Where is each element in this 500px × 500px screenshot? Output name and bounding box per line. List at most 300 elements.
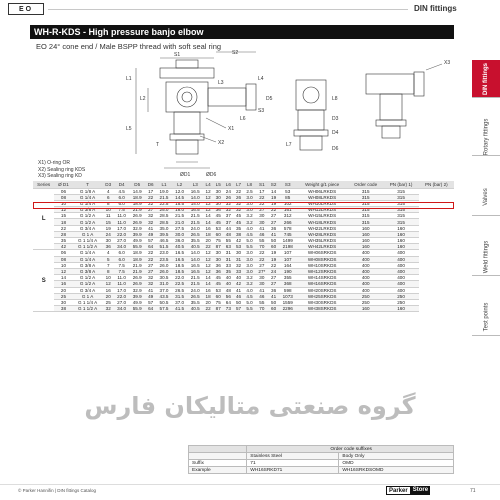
technical-drawing <box>36 50 456 200</box>
table-cell: 11.0 <box>114 281 130 287</box>
table-cell: 3.0 <box>244 262 256 268</box>
table-cell: 70 <box>256 244 269 250</box>
dim-label: L7 <box>286 142 292 148</box>
table-cell: 107 <box>279 256 296 262</box>
table-cell: 27 <box>268 281 279 287</box>
table-cell: 578 <box>279 225 296 231</box>
table-cell: 26.0 <box>156 262 172 268</box>
table-cell: 30 <box>256 275 269 281</box>
table-cell: 40.5 <box>187 244 203 250</box>
table-cell: G 3/8 A <box>73 262 103 268</box>
dim-label: L3 <box>218 80 224 86</box>
table-cell: 400 <box>383 250 418 256</box>
table-cell: 27.5 <box>172 225 188 231</box>
table-cell: 11.0 <box>114 213 130 219</box>
table-cell: 21.5 <box>172 213 188 219</box>
table-cell: 41 <box>268 231 279 237</box>
table-cell: 16.5 <box>187 268 203 274</box>
table-cell: 160 <box>383 306 418 312</box>
table-cell: 22 <box>256 200 269 206</box>
dim-label: D3 <box>332 116 339 122</box>
table-cell: 1559 <box>279 299 296 305</box>
table-cell: 5.0 <box>244 238 256 244</box>
table-cell: 14 <box>268 188 279 194</box>
table-cell: 190 <box>279 268 296 274</box>
table-cell: 4.5 <box>244 231 256 237</box>
table-cell: 5.0 <box>244 299 256 305</box>
table-cell: WH18LRKDS <box>296 219 347 225</box>
table-cell: WH25SRKDS <box>296 293 347 299</box>
table-cell: 18.9 <box>129 256 145 262</box>
table-cell: 70 <box>256 306 269 312</box>
table-cell: G 1 A <box>73 293 103 299</box>
table-cell: 32 <box>145 275 156 281</box>
table-cell: 20 <box>54 287 72 293</box>
table-cell: 30 <box>103 238 114 244</box>
table-cell: 26.9 <box>129 219 145 225</box>
table-cell: 27 <box>145 262 156 268</box>
table-cell: 36.0 <box>172 238 188 244</box>
table-cell: 14.0 <box>187 200 203 206</box>
table-cell: 315 <box>383 194 418 200</box>
table-cell: 39.9 <box>129 293 145 299</box>
column-header: Weight g/1 piece <box>296 181 347 188</box>
table-cell: 22 <box>54 225 72 231</box>
table-cell: 32.9 <box>129 225 145 231</box>
table-cell: 24 <box>103 231 114 237</box>
table-cell: 18.5 <box>172 268 188 274</box>
table-cell: 17.0 <box>114 225 130 231</box>
table-cell: 5.5 <box>244 244 256 250</box>
table-cell: 41 <box>256 225 269 231</box>
tab-valves[interactable] <box>472 178 500 216</box>
table-cell: 40.5 <box>172 244 188 250</box>
table-cell: 08 <box>54 256 72 262</box>
table-cell: 06 <box>54 250 72 256</box>
table-cell: 32 <box>145 219 156 225</box>
table-cell: 18.9 <box>129 200 145 206</box>
table-cell: 745 <box>279 231 296 237</box>
table-cell: 16.5 <box>172 256 188 262</box>
table-cell: 315 <box>383 200 418 206</box>
table-cell: 5.5 <box>244 306 256 312</box>
table-cell: 48 <box>223 231 233 237</box>
table-cell: 30 <box>256 213 269 219</box>
table-cell: 17 <box>256 188 269 194</box>
table-cell: 4 <box>103 188 114 194</box>
table-cell: 3.0 <box>244 207 256 213</box>
table-cell: 14 <box>203 219 213 225</box>
table-cell: 75 <box>213 299 223 305</box>
table-cell: 10 <box>54 262 72 268</box>
table-cell: 60 <box>268 306 279 312</box>
table-cell: 28 <box>54 231 72 237</box>
table-cell: G 1 1/2 A <box>73 244 103 250</box>
table-cell: 5 <box>103 256 114 262</box>
table-cell: 37 <box>223 219 233 225</box>
column-header: L6 <box>223 181 233 188</box>
table-cell: 22.0 <box>114 231 130 237</box>
table-cell: 12.0 <box>172 188 188 194</box>
table-cell: 32 <box>103 306 114 312</box>
dim-label: L8 <box>332 96 338 102</box>
column-header: L2 <box>172 181 188 188</box>
table-cell: 22 <box>203 306 213 312</box>
table-cell: 22 <box>145 250 156 256</box>
table-cell: 26.5 <box>172 287 188 293</box>
table-cell: 41 <box>233 287 243 293</box>
table-cell: 160 <box>383 231 418 237</box>
tab-label: Valves <box>482 187 489 206</box>
table-cell: 85 <box>279 194 296 200</box>
series-label: S <box>33 250 54 312</box>
table-cell: 26.0 <box>156 268 172 274</box>
table-cell: 53 <box>213 287 223 293</box>
table-cell: 20 <box>203 299 213 305</box>
table-cell: WH16SRKDS <box>296 281 347 287</box>
table-cell: 41 <box>145 287 156 293</box>
table-cell: G 3/8 A <box>73 268 103 274</box>
table-cell: G 1/4 A <box>73 256 103 262</box>
table-cell: 107 <box>279 250 296 256</box>
table-cell: 160 <box>348 231 384 237</box>
table-cell: 400 <box>383 262 418 268</box>
table-cell: 160 <box>348 306 384 312</box>
table-cell: G 1 1/2 A <box>73 306 103 312</box>
table-cell: 37.0 <box>172 299 188 305</box>
table-cell: 7.5 <box>114 268 130 274</box>
table-cell: 30 <box>256 219 269 225</box>
table-cell: 55.9 <box>129 244 145 250</box>
table-cell: 22 <box>145 200 156 206</box>
page-subtitle: EO 24° cone end / Male BSPP thread with soft seal ring <box>36 42 222 51</box>
table-cell: 60 <box>213 231 223 237</box>
table-cell: 25 <box>54 293 72 299</box>
table-cell: 55 <box>223 238 233 244</box>
table-cell: 19.0 <box>156 188 172 194</box>
table-cell: 160 <box>348 238 384 244</box>
table-cell: 40 <box>233 275 243 281</box>
table-cell: 26.9 <box>129 281 145 287</box>
table-cell: 400 <box>348 262 384 268</box>
table-cell: WH12LRKDS <box>296 207 347 213</box>
table-cell: WH08SRKDS <box>296 256 347 262</box>
table-cell: 16.5 <box>172 250 188 256</box>
table-cell: 12 <box>54 268 72 274</box>
table-cell: 19 <box>268 194 279 200</box>
tab-weld-fittings[interactable] <box>472 238 500 276</box>
table-cell: 3.2 <box>244 213 256 219</box>
dim-label: X2 <box>218 140 225 146</box>
table-cell: WH06SRKDS <box>296 250 347 256</box>
table-cell: 3.2 <box>244 281 256 287</box>
table-cell: 3.2 <box>244 275 256 281</box>
section-title: DIN fittings <box>414 4 457 13</box>
table-cell: 36 <box>268 225 279 231</box>
dim-label: L5 <box>126 126 132 132</box>
table-cell: 60 <box>213 293 223 299</box>
table-cell: 40.5 <box>187 306 203 312</box>
table-cell: 18.9 <box>129 194 145 200</box>
footer-text: © Parker Hannifin | DIN fittings Catalog <box>18 488 97 493</box>
table-cell: 12 <box>203 188 213 194</box>
table-cell: 49.9 <box>129 299 145 305</box>
table-cell: 315 <box>348 200 384 206</box>
table-cell: 312 <box>279 213 296 219</box>
table-cell: 250 <box>348 299 384 305</box>
table-cell: 16 <box>103 287 114 293</box>
table-cell: WH14SRKDS <box>296 275 347 281</box>
table-cell: 2.5 <box>244 188 256 194</box>
table-cell: 16.5 <box>187 207 203 213</box>
table-cell: 16 <box>203 225 213 231</box>
table-cell: 57 <box>145 238 156 244</box>
table-cell: 19 <box>268 256 279 262</box>
page-title: WH-R-KDS - High pressure banjo elbow <box>30 25 454 39</box>
table-cell: WH10LRKDS <box>296 200 347 206</box>
suffix-col-blank <box>189 453 247 460</box>
table-cell: 50 <box>268 299 279 305</box>
table-cell: 30 <box>213 194 223 200</box>
table-cell: 11.0 <box>114 219 130 225</box>
tab-din-fittings[interactable] <box>472 60 500 98</box>
table-cell: WH35LRKDS <box>296 238 347 244</box>
column-header: L4 <box>203 181 213 188</box>
example-row-label: Example <box>189 467 247 474</box>
column-header: T <box>73 181 103 188</box>
note: X1) O-ring OR <box>38 160 70 166</box>
table-cell: 57 <box>145 299 156 305</box>
table-cell: G 1/2 A <box>73 219 103 225</box>
table-cell: 10 <box>103 275 114 281</box>
suffix-value: OMD <box>339 460 454 467</box>
tab-label: DIN fittings <box>483 62 489 95</box>
example-value: WH16SRKD71 <box>247 467 339 474</box>
dim-label: ØD6 <box>206 172 217 178</box>
column-header: D4 <box>114 181 130 188</box>
order-code-suffix-table <box>188 445 454 474</box>
table-cell: 36 <box>213 268 223 274</box>
table-cell: 27 <box>268 275 279 281</box>
table-cell: 30 <box>213 256 223 262</box>
table-cell: 400 <box>383 287 418 293</box>
table-cell: 50 <box>233 299 243 305</box>
dim-label: T <box>156 142 160 148</box>
table-cell: 22 <box>268 262 279 268</box>
table-cell: 2296 <box>279 306 296 312</box>
table-cell: 4.5 <box>244 293 256 299</box>
table-cell: 27* <box>256 268 269 274</box>
column-header: S1 <box>256 181 269 188</box>
dim-label: ØD1 <box>180 172 191 178</box>
table-cell: 45 <box>213 219 223 225</box>
table-cell: 3.2 <box>244 219 256 225</box>
table-cell: 4.0 <box>244 225 256 231</box>
tab-label: Weld fittings <box>483 240 490 273</box>
table-cell: 400 <box>348 256 384 262</box>
table-cell: 598 <box>279 287 296 293</box>
table-cell: 315 <box>348 219 384 225</box>
table-cell: 35.0 <box>156 225 172 231</box>
table-cell: 21.9 <box>129 262 145 268</box>
table-cell: 160 <box>348 244 384 250</box>
table-cell: 21.5 <box>187 281 203 287</box>
table-cell: 400 <box>348 250 384 256</box>
table-cell: 87 <box>213 306 223 312</box>
table-cell: 24 <box>223 188 233 194</box>
dim-label: D6 <box>332 146 339 152</box>
table-cell: 11.0 <box>114 275 130 281</box>
table-cell: 21.5 <box>187 275 203 281</box>
tab-rotary-fittings[interactable] <box>472 118 500 156</box>
table-cell: 32 <box>223 200 233 206</box>
column-header: Ø D1 <box>54 181 72 188</box>
table-cell: 15 <box>103 219 114 225</box>
table-cell: 400 <box>383 275 418 281</box>
table-cell: 7 <box>103 262 114 268</box>
table-cell: 08 <box>54 194 72 200</box>
table-cell: 160 <box>383 225 418 231</box>
table-cell: 25 <box>103 299 114 305</box>
table-cell: 14 <box>203 275 213 281</box>
watermark: گروه صنعتی متالیکان فارس <box>84 392 416 420</box>
table-cell: 16.5 <box>187 188 203 194</box>
dim-label: L4 <box>258 76 264 82</box>
table-cell: 51.5 <box>156 244 172 250</box>
table-cell: 160 <box>383 238 418 244</box>
table-cell: 55.9 <box>129 306 145 312</box>
table-cell: WH42LRKDS <box>296 244 347 250</box>
table-cell: 250 <box>348 293 384 299</box>
table-cell: 22 <box>145 256 156 262</box>
table-cell: 56 <box>223 293 233 299</box>
table-cell: 46 <box>256 231 269 237</box>
column-header: D5 <box>129 181 145 188</box>
table-cell: 45 <box>213 213 223 219</box>
table-cell: 26.5 <box>187 231 203 237</box>
table-cell: 22 <box>268 207 279 213</box>
table-cell: 30 <box>256 281 269 287</box>
table-cell: 18 <box>54 219 72 225</box>
table-cell: 27 <box>256 207 269 213</box>
table-cell: 26.9 <box>129 213 145 219</box>
table-cell: 38 <box>233 231 243 237</box>
table-cell: G 1/8 A <box>73 188 103 194</box>
table-cell: 22 <box>233 188 243 194</box>
logo-part: Parker <box>386 486 411 495</box>
table-cell: 31 <box>223 250 233 256</box>
table-cell: 3.0 <box>244 250 256 256</box>
table-cell: G 1 1/4 A <box>73 299 103 305</box>
table-cell: 400 <box>348 268 384 274</box>
column-header: S3 <box>279 181 296 188</box>
column-header: L7 <box>233 181 243 188</box>
table-cell: 21.5 <box>187 219 203 225</box>
table-cell: G 1/4 A <box>73 194 103 200</box>
dim-label: X1 <box>228 126 235 132</box>
parker-store-logo[interactable] <box>386 486 430 495</box>
notes <box>38 160 85 180</box>
dim-label: S3 <box>258 108 265 114</box>
table-cell: 31 <box>223 256 233 262</box>
table-cell: 2198 <box>279 244 296 250</box>
table-cell: 19 <box>268 250 279 256</box>
column-header: PN (bar) 1) <box>383 181 418 188</box>
table-cell: 12 <box>103 281 114 287</box>
table-cell: 20 <box>203 238 213 244</box>
table-cell: 35.5 <box>187 299 203 305</box>
table-cell: 49.9 <box>129 238 145 244</box>
table-cell: WH15LRKDS <box>296 213 347 219</box>
table-cell: 21.9 <box>129 207 145 213</box>
table-cell: 6.0 <box>114 256 130 262</box>
table-cell: 24.0 <box>187 287 203 293</box>
table-cell: 36 <box>103 244 114 250</box>
table-cell: 355 <box>279 275 296 281</box>
table-cell: 8 <box>103 268 114 274</box>
table-cell: 30 <box>213 188 223 194</box>
table-cell: 30 <box>213 200 223 206</box>
table-cell: 3.0 <box>244 268 256 274</box>
table-cell: 87 <box>213 244 223 250</box>
table-cell: 28.5 <box>156 213 172 219</box>
table-cell: 64 <box>145 244 156 250</box>
tab-test-points[interactable] <box>472 298 500 336</box>
table-cell: 4.0 <box>244 287 256 293</box>
table-cell: WH22LRKDS <box>296 225 347 231</box>
table-cell: 14.0 <box>187 256 203 262</box>
table-cell: G 3/4 A <box>73 225 103 231</box>
table-cell: 45 <box>213 275 223 281</box>
table-cell: G 1/2 A <box>73 281 103 287</box>
table-cell: 38 <box>54 306 72 312</box>
table-cell: 12 <box>203 256 213 262</box>
table-cell: 32 <box>233 262 243 268</box>
table-cell: 45 <box>233 213 243 219</box>
table-cell: 400 <box>383 268 418 274</box>
table-cell: 26.5 <box>187 293 203 299</box>
table-cell: 4 <box>103 250 114 256</box>
table-cell: G 1/2 A <box>73 275 103 281</box>
table-cell: 41 <box>145 225 156 231</box>
tab-label: Rotary fittings <box>483 118 489 155</box>
table-cell: G 1/4 A <box>73 200 103 206</box>
table-cell: 24.0 <box>187 225 203 231</box>
note: X3) Sealing ring KD <box>38 173 82 179</box>
table-cell: 33 <box>223 262 233 268</box>
dim-label: L1 <box>126 76 132 82</box>
table-cell: 32.9 <box>129 287 145 293</box>
table-cell: 46 <box>233 293 243 299</box>
table-cell: 48 <box>223 287 233 293</box>
table-cell: 1073 <box>279 293 296 299</box>
table-cell: 57.5 <box>156 306 172 312</box>
table-cell: 315 <box>383 207 418 213</box>
table-cell: 39.5 <box>156 231 172 237</box>
table-cell: 30 <box>213 250 223 256</box>
table-cell: 3.0 <box>244 256 256 262</box>
table-cell: 41 <box>268 293 279 299</box>
table-cell: 50.5 <box>156 299 172 305</box>
table-cell: 49 <box>145 293 156 299</box>
table-cell: 1499 <box>279 238 296 244</box>
table-cell: 19 <box>268 200 279 206</box>
table-cell: 14.5 <box>172 194 188 200</box>
table-cell: 43.5 <box>156 293 172 299</box>
table-cell: 400 <box>383 281 418 287</box>
table-cell: 16 <box>54 281 72 287</box>
table-cell: 34.0 <box>114 306 130 312</box>
